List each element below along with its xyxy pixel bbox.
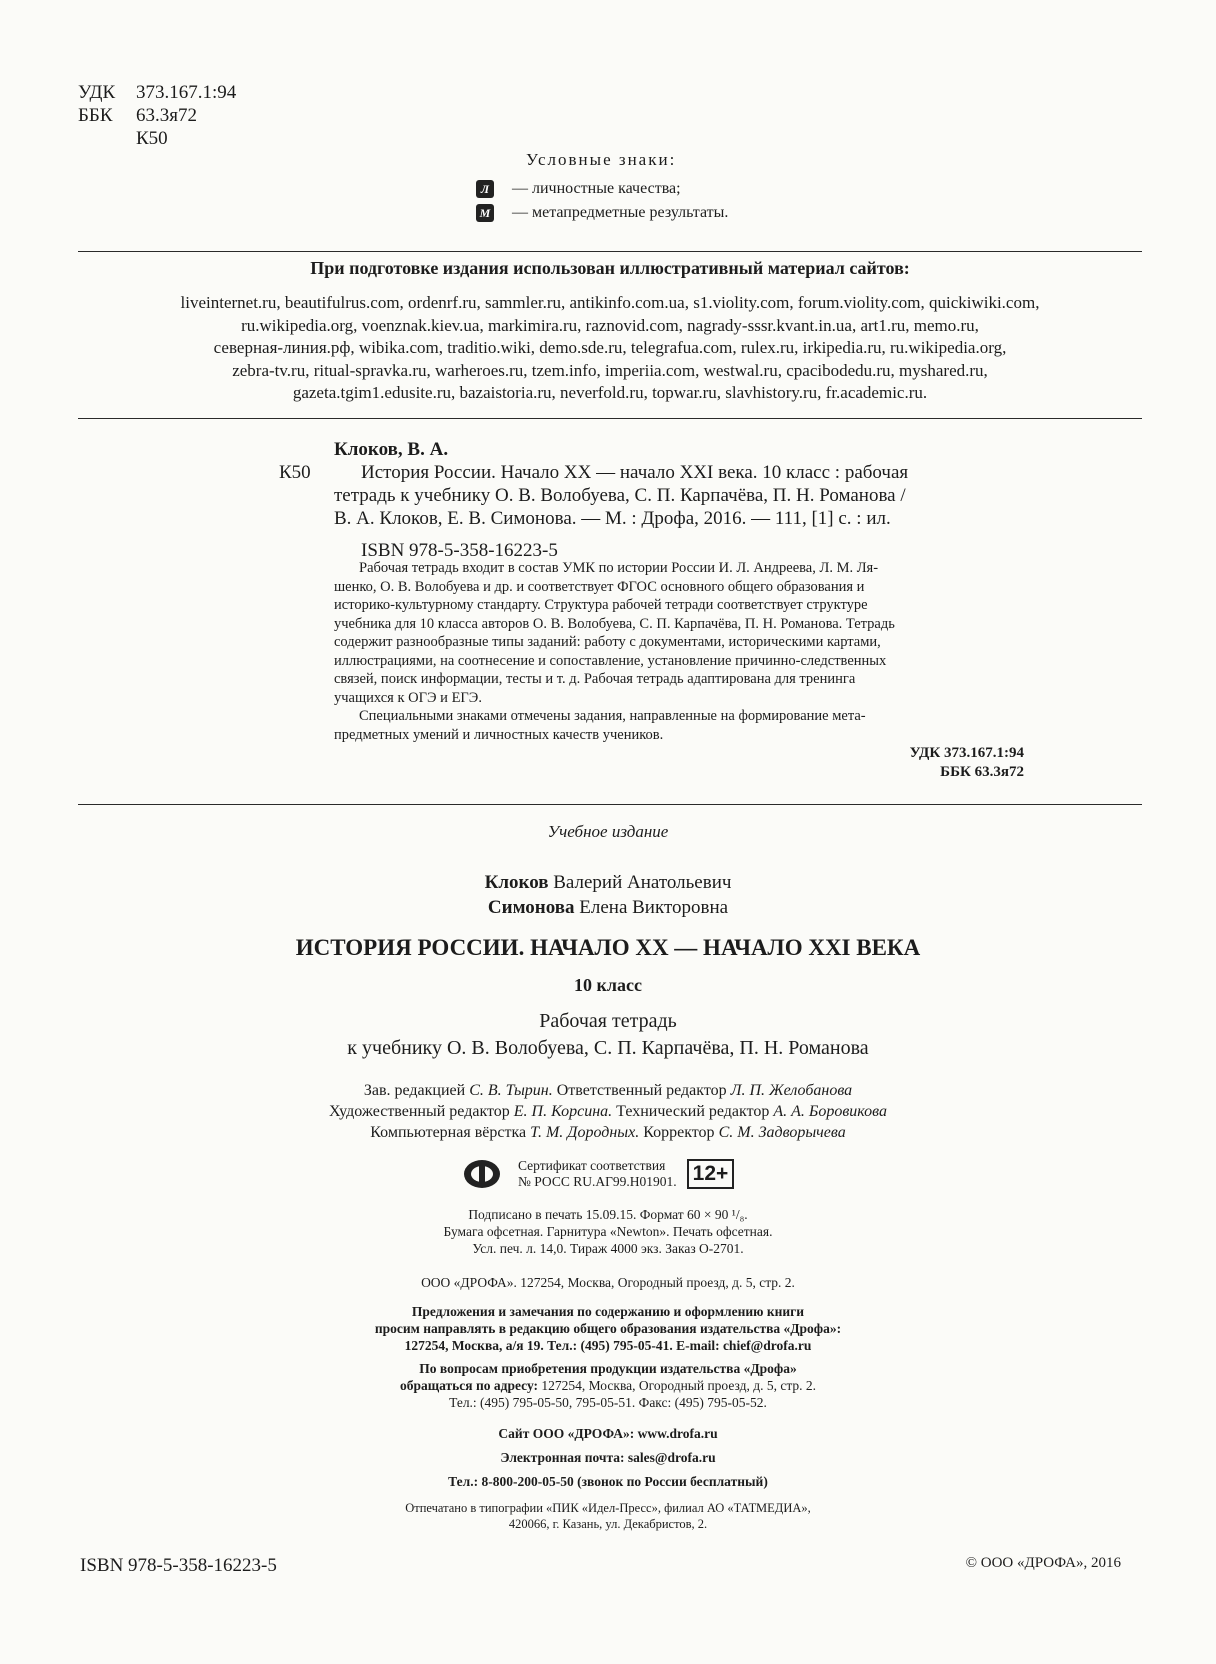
author-2: Симонова Елена Викторовна: [487, 897, 729, 918]
site-line: Сайт ООО «ДРОФА»: www.drofa.ru: [498, 1426, 718, 1441]
catalog-card: [279, 438, 1019, 562]
divider: [78, 251, 1142, 252]
udk-line: УДК 373.167.1:94: [78, 82, 237, 103]
catalog-line: В. А. Клоков, Е. В. Симонова. — М. : Дрофа, 2016. — 111, [1] с. : ил.: [334, 508, 891, 529]
meta-symbol-icon: М: [476, 204, 494, 222]
publisher-address: ООО «ДРОФА». 127254, Москва, Огородный проезд, д. 5, стр. 2.: [421, 1275, 795, 1290]
certification-mark-icon: [462, 1158, 502, 1190]
catalog-line: тетрадь к учебнику О. В. Волобуева, С. П. Карпачёва, П. Н. Романова /: [334, 485, 906, 506]
author-mark: К50: [136, 128, 168, 149]
certificate-text: Сертификат соответствия № РОСС RU.АГ99.Н01901.: [518, 1158, 677, 1189]
catalog-bbk: ББК 63.3я72: [940, 763, 1024, 780]
staff-row: Компьютерная вёрстка Т. М. Дородных. Корректор С. М. Задворычева: [370, 1124, 846, 1141]
legend-title: Условные знаки:: [526, 150, 677, 169]
purchase-address: обращаться по адресу: 127254, Москва, Огородный проезд, д. 5, стр. 2.: [399, 1378, 817, 1393]
legend: [476, 150, 728, 222]
purchase-info: По вопросам приобретения продукции издательства «Дрофа» обращаться по адресу: 127254, Москва, Огородный проезд, д. 5, стр. 2. Тел.: (495) 795-05-50, 795-05-51. Факс: (495) 795-05-52.: [0, 1360, 1216, 1411]
legend-item-personal: Л — личностные качества;: [476, 180, 728, 198]
bbk-line: ББК 63.3я72: [78, 105, 197, 126]
sites-list: [78, 292, 1142, 405]
catalog-author: Клоков, В. А.: [334, 439, 449, 460]
phone-line: Тел.: 8-800-200-05-50 (звонок по России бесплатный): [448, 1474, 768, 1489]
catalog-isbn: ISBN 978-5-358-16223-5: [361, 540, 558, 561]
divider: [78, 418, 1142, 419]
sites-line: liveinternet.ru, beautifulrus.com, ordenrf.ru, sammler.ru, antikinfo.com.ua, s1.violity.com, forum.violity.com, quickiwiki.com,: [180, 293, 1040, 312]
catalog-line: История России. Начало XX — начало XXI века. 10 класс : рабочая: [361, 462, 909, 483]
personal-symbol-icon: Л: [476, 180, 494, 198]
divider: [78, 804, 1142, 805]
proposals: Предложения и замечания по содержанию и оформлению книги просим направлять в редакцию общего образования издательства «Дрофа»: 127254, Москва, а/я 19. Тел.: (495) 795-05-41. E-mail: chief@drofa.ru: [374, 1304, 842, 1353]
staff-row: Художественный редактор Е. П. Корсина. Технический редактор А. А. Боровикова: [328, 1103, 888, 1120]
sites-line: ru.wikipedia.org, voenznak.kiev.ua, markimira.ru, raznovid.com, nagrady-sssr.kvant.in.ua, art1.ru, memo.ru,: [241, 315, 979, 335]
sites-line: gazeta.tgim1.edusite.ru, bazaistoria.ru, neverfold.ru, topwar.ru, slavhistory.ru, fr.academic.ru.: [292, 383, 928, 402]
sites-line: северная-линия.рф, wibika.com, traditio.wiki, demo.sde.ru, telegrafua.com, rulex.ru, irkipedia.ru, ru.wikipedia.org,: [213, 338, 1007, 357]
udk-block: [78, 81, 236, 150]
annotation: Рабочая тетрадь входит в состав УМК по истории России И. Л. Андреева, Л. М. Ля- шенко, О. В. Волобуева и др. и соответствует ФГОС основного общего образования и историко-культурному стандарту. Структура рабочей тетради соответствует структуре учебника для 10 класса авторов О. В. Волобуева, С. П. Карпачёва, П. Н. Романова. Тетрадь содержит разнообразные типы заданий: работу с документами, историческими картами, иллюстрациями, на соотнесение и сопоставление, установление причинно-следственных связей, поиск информации, тесты и т. д. Рабочая тетрадь адаптирована для тренинга учащихся к ОГЭ и ЕГЭ. Специальными знаками отмечены задания, направленные на формирование мета- предметных умений и личностных качеств учеников. УДК 373.167.1:94 ББК 63.3я72: [334, 560, 1024, 780]
legend-item-meta: М — метапредметные результаты.: [476, 204, 728, 222]
catalog-udk: УДК 373.167.1:94: [909, 745, 1024, 761]
book-subtitle: Рабочая тетрадь к учебнику О. В. Волобуева, С. П. Карпачёва, П. Н. Романова: [347, 1010, 869, 1059]
sites-line: zebra-tv.ru, ritual-spravka.ru, warheroes.ru, tzem.info, imperiia.com, westwal.ru, cpacibodedu.ru, myshared.ru,: [232, 360, 988, 380]
age-rating-badge: 12+: [687, 1159, 735, 1189]
book-title: ИСТОРИЯ РОССИИ. НАЧАЛО XX — НАЧАЛО XXI ВЕКА: [295, 935, 921, 960]
print-info: Подписано в печать 15.09.15. Формат 60 × 90 ¹/₈. Бумага офсетная. Гарнитура «Newton». Печать офсетная. Усл. печ. л. 14,0. Тираж 4000 экз. Заказ О-2701.: [443, 1207, 773, 1256]
staff-row: Зав. редакцией С. В. Тырин. Ответственный редактор Л. П. Желобанова: [363, 1082, 853, 1099]
certificate-block: [462, 1158, 734, 1190]
sites-heading: При подготовке издания использован иллюстративный материал сайтов:: [310, 258, 910, 278]
printed-by: Отпечатано в типографии «ПИК «Идел-Пресс», филиал АО «ТАТМЕДИА», 420066, г. Казань, ул. Декабристов, 2.: [405, 1501, 811, 1531]
edition-type: Учебное издание: [547, 822, 669, 841]
catalog-mark: К50: [279, 462, 311, 483]
authors: [0, 870, 1216, 920]
catalog-entry: [279, 461, 1019, 530]
author-1: Клоков Валерий Анатольевич: [484, 872, 732, 893]
footer-isbn: ISBN 978-5-358-16223-5: [80, 1555, 277, 1576]
staff: [0, 1080, 1216, 1143]
footer-copyright: © ООО «ДРОФА», 2016: [965, 1555, 1121, 1571]
email-line: Электронная почта: sales@drofa.ru: [500, 1450, 716, 1465]
book-grade: 10 класс: [574, 975, 642, 995]
